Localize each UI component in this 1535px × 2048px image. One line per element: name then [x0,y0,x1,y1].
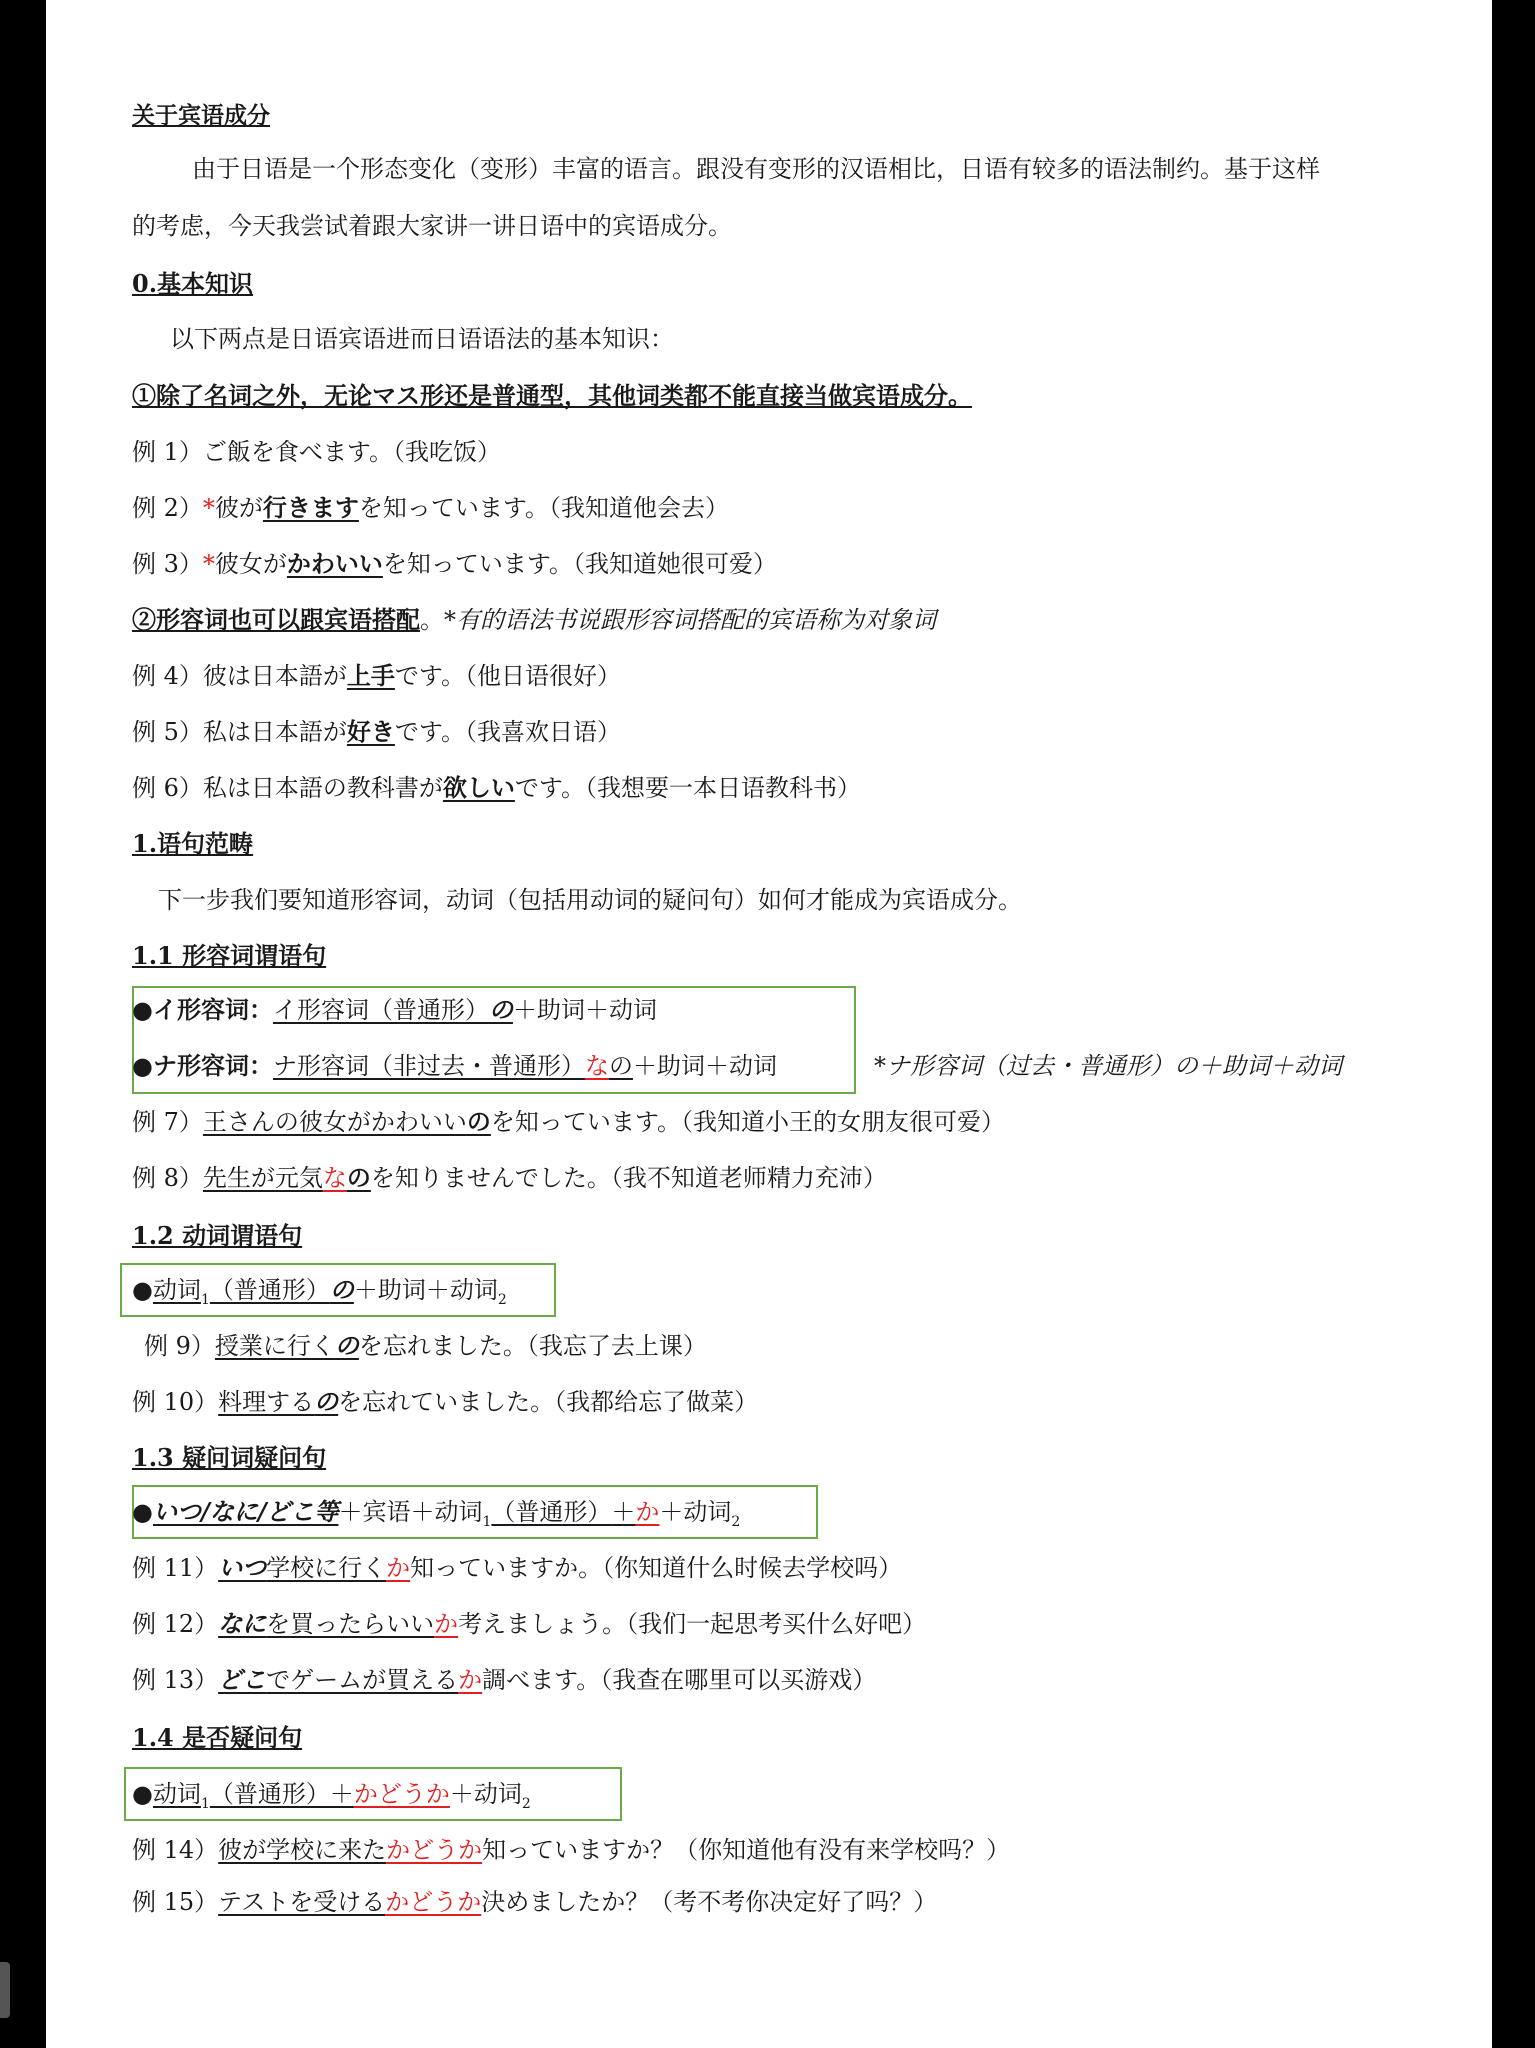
example-cn: （你知道什么时候去学校吗） [602,1554,903,1582]
example-jp-part: を買ったらいい [266,1610,435,1638]
example-4 [132,660,621,692]
example-label: 例 14） [132,1836,219,1864]
example-label: 例 10） [132,1388,219,1416]
example-label: 例 5） [132,718,203,746]
example-jp-part: 決めましたか？ [481,1888,650,1916]
formula-part: ＋宾语＋动词 [338,1498,483,1526]
example-jp-part: 料理する [218,1388,315,1416]
rule-2-text: ②形容词也可以跟宾语搭配 [132,605,420,634]
bullet: ● [132,1497,153,1526]
section-1-lead: 下一步我们要知道形容词，动词（包括用动词的疑问句）如何才能成为宾语成分。 [158,886,1022,914]
particle-no: の [314,1387,339,1416]
formula-part: ＋助词＋动词 [353,1276,498,1304]
particle-no: の [334,1331,359,1360]
formula-part: （普通形） [209,1276,330,1304]
section-1-4-heading: 1.4 是否疑问句 [132,1723,303,1752]
example-11 [132,1552,902,1584]
subscript: 1 [482,1514,492,1530]
example-10 [132,1386,758,1418]
section-1-1-heading: 1.1 形容词谓语句 [132,941,327,970]
example-label: 例 9） [144,1332,215,1360]
example-cn: （我们一起思考买什么好吧） [626,1610,927,1638]
formula-part: ＋助词＋动词 [632,1052,777,1080]
example-1 [132,436,501,468]
particle-na: な [584,1052,609,1080]
question-words: いつ/なに/どこ等 [152,1497,339,1526]
example-13 [132,1664,876,1696]
formula-interrogative [132,1496,740,1538]
example-cn: （我知道她很可爱） [573,550,777,578]
formula-part: イ形容词（普通形） [272,996,489,1024]
example-jp-part: です。 [394,718,465,746]
formula-yes-no [132,1778,531,1820]
particle-kadouka: かどうか [353,1780,450,1808]
formula-label: イ形容词： [152,995,273,1024]
example-jp-part: 知っていますか？ [482,1836,675,1864]
example-15 [132,1886,937,1918]
example-jp-part: 調べます。 [482,1666,601,1694]
example-label: 例 15） [132,1888,219,1916]
example-3 [132,548,777,580]
example-cn: （他日语很好） [465,662,621,690]
example-label: 例 13） [132,1666,219,1694]
scroll-handle[interactable] [0,1962,10,2018]
example-jp-part: テストを受ける [218,1888,386,1916]
section-0-lead: 以下两点是日语宾语进而日语语法的基本知识： [170,325,674,353]
formula-part: （普通形）＋ [209,1780,354,1808]
example-label: 例 7） [132,1108,203,1136]
na-adjective-past-note: *ナ形容词（过去・普通形）の＋助词＋动词 [874,1052,1342,1080]
example-jp-part: です。 [394,662,465,690]
example-cn: （我知道小王的女朋友很可爱） [681,1108,1005,1136]
section-1-2-heading: 1.2 动词谓语句 [132,1221,303,1250]
subscript: 2 [731,1514,741,1530]
example-jp-part: 考えましょう。 [458,1610,627,1638]
formula-part: ＋助词＋动词 [512,996,657,1024]
example-cn: （我喜欢日语） [465,718,621,746]
question-word: いつ [218,1553,267,1582]
example-6 [132,772,861,804]
rule-2-punct: 。 [420,606,444,634]
example-jp: ご飯を食べます。 [202,438,393,466]
example-jp-part: です。 [514,774,585,802]
particle-na: な [322,1164,347,1192]
example-jp-part: を知っています。 [382,550,573,578]
intro-paragraph-line-2: 的考虑，今天我尝试着跟大家讲一讲日语中的宾语成分。 [132,212,732,240]
example-cn: （考不考你决定好了吗？） [649,1888,938,1916]
example-jp-part: 知っていますか。 [410,1554,603,1582]
example-jp-part: を知りませんでした。 [370,1164,611,1192]
bullet: ● [132,995,153,1024]
example-jp-part: 彼が [214,494,263,522]
formula-part: ＋动词 [449,1780,522,1808]
particle-ka: か [635,1498,660,1526]
formula-i-adjective [132,994,657,1026]
example-jp-part: 学校に行く [266,1554,387,1582]
example-jp-part: でゲームが買える [266,1666,459,1694]
formula-part: ナ形容词（非过去・普通形） [272,1052,585,1080]
question-word: どこ [218,1665,267,1694]
subscript: 2 [497,1292,507,1308]
formula-label: ナ形容词： [152,1051,273,1080]
highlighted-phrase: 上手 [346,661,395,690]
formula-part: ＋动词 [659,1498,732,1526]
section-0-heading: 0.基本知识 [132,269,254,298]
example-label: 例 2） [132,494,203,522]
example-cn: （我想要一本日语教科书） [585,774,861,802]
bullet: ● [132,1275,153,1304]
highlighted-phrase: 好き [346,717,395,746]
example-14 [132,1834,1010,1866]
subscript: 1 [200,1292,210,1308]
particle-no: の [488,995,513,1024]
doc-title: 关于宾语成分 [132,102,270,129]
formula-part: 动词 [152,1780,201,1808]
example-label: 例 1） [132,438,203,466]
particle-ka: か [386,1554,411,1582]
formula-part: ＋ [611,1498,636,1526]
example-12 [132,1608,926,1640]
rule-1: ①除了名词之外，无论マス形还是普通型，其他词类都不能直接当做宾语成分。 [132,381,972,410]
example-jp-part: を忘れました。 [358,1332,527,1360]
example-label: 例 3） [132,550,203,578]
highlighted-phrase: かわいい [286,549,383,578]
example-cn: （我忘了去上课） [526,1332,707,1360]
example-cn: （我不知道老师精力充沛） [610,1164,887,1192]
example-5 [132,716,621,748]
highlighted-phrase: 行きます [262,493,359,522]
example-cn: （我吃饭） [393,438,501,466]
subscript: 1 [200,1796,210,1812]
example-label: 例 4） [132,662,203,690]
example-jp-part: を知っています。 [490,1108,681,1136]
subscript: 2 [521,1796,531,1812]
section-1-3-heading: 1.3 疑问词疑问句 [132,1443,327,1472]
example-jp-part: を忘れていました。 [338,1388,555,1416]
particle-no: の [466,1107,491,1136]
example-jp-part: 先生が元気 [202,1164,323,1192]
bullet: ● [132,1051,153,1080]
example-jp-part: 彼が学校に来た [218,1836,387,1864]
document-page [46,0,1492,2048]
example-8 [132,1162,887,1194]
formula-part: （普通形） [491,1498,612,1526]
example-jp-part: 私は日本語の教科書が [202,774,443,802]
question-word: なに [218,1609,267,1638]
rule-2-note: *有的语法书说跟形容词搭配的宾语称为对象词 [444,606,936,634]
example-jp-part: 授業に行く [214,1332,335,1360]
particle-kadouka: かどうか [386,1836,483,1864]
formula-part: 动词 [152,1276,201,1304]
formula-na-adjective [132,1050,777,1082]
example-cn: （我都给忘了做菜） [554,1388,759,1416]
particle-no: の [346,1163,371,1192]
example-cn: （我查在哪里可以买游戏） [600,1666,877,1694]
example-jp-part: 彼は日本語が [202,662,347,690]
particle-kadouka: かどうか [385,1888,482,1916]
example-label: 例 6） [132,774,203,802]
example-cn: （我知道他会去） [549,494,729,522]
bullet: ● [132,1779,153,1808]
intro-paragraph-line-1: 由于日语是一个形态变化（变形）丰富的语言。跟没有变形的汉语相比，日语有较多的语法制约。基于这样 [192,155,1320,183]
particle-ka: か [458,1666,483,1694]
example-label: 例 12） [132,1610,219,1638]
example-cn: （你知道他有没有来学校吗？） [674,1836,1011,1864]
particle-ka: か [434,1610,459,1638]
example-jp-part: を知っています。 [358,494,549,522]
example-9 [144,1330,707,1362]
section-1-heading: 1.语句范畴 [132,829,254,858]
example-jp-part: 王さんの彼女がかわいい [202,1108,467,1136]
ungrammatical-mark: * [202,550,215,578]
particle-no: の [329,1275,354,1304]
particle-no: の [608,1052,633,1080]
example-label: 例 11） [132,1554,219,1582]
example-jp-part: 私は日本語が [202,718,347,746]
example-label: 例 8） [132,1164,203,1192]
ungrammatical-mark: * [202,494,215,522]
formula-verb [132,1274,507,1316]
example-7 [132,1106,1005,1138]
example-2 [132,492,729,524]
example-jp-part: 彼女が [214,550,287,578]
rule-2 [132,604,936,636]
highlighted-phrase: 欲しい [442,773,515,802]
